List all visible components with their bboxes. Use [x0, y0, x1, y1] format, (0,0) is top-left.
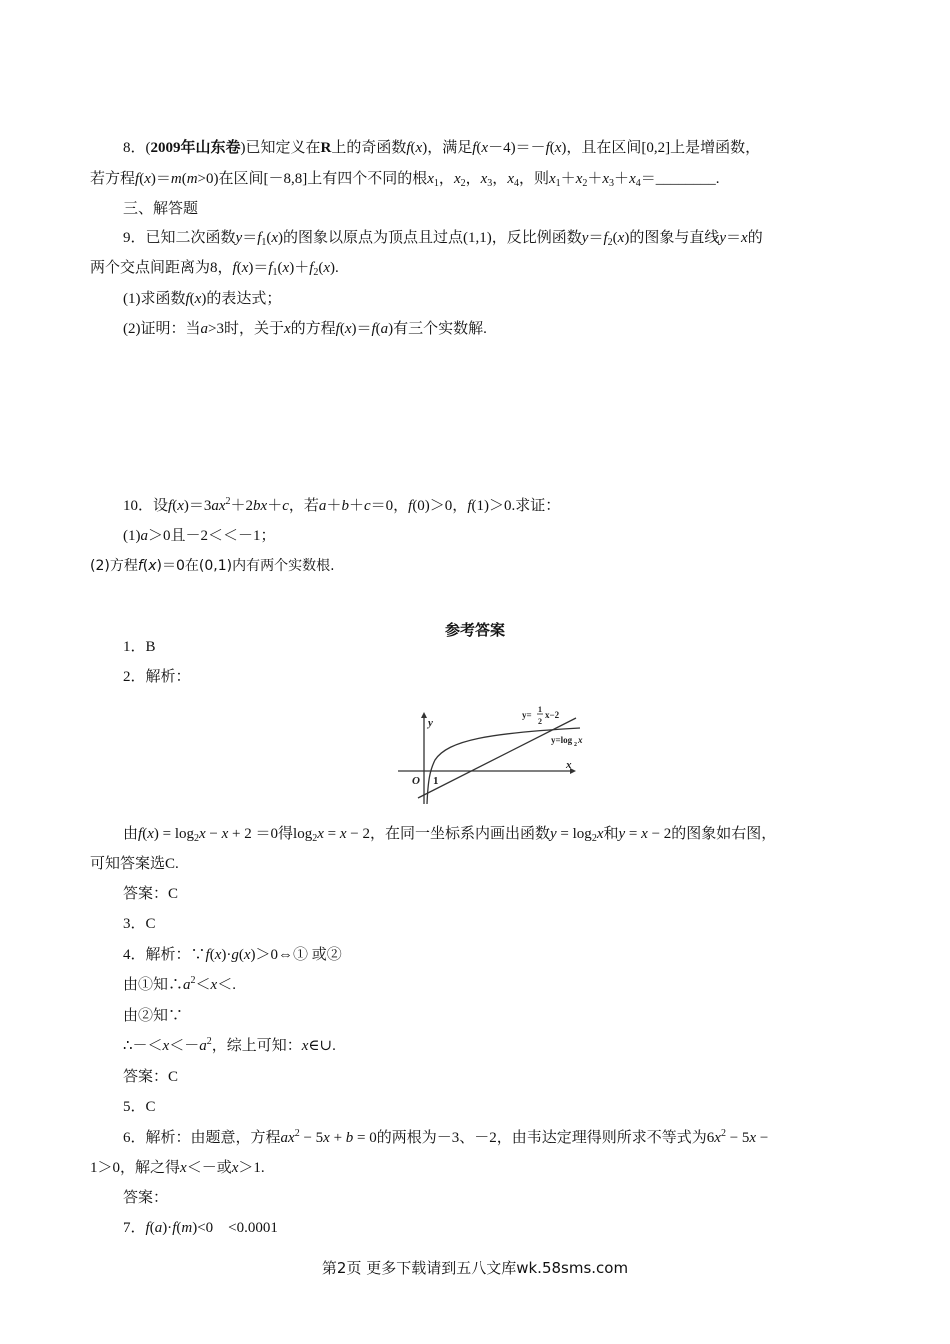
line-label-prefix: y= [522, 710, 532, 720]
answer-2-line2: 可知答案选C. [90, 856, 179, 872]
answer-6-line2: 1＞0，解之得x＜－或x＞1. [90, 1160, 265, 1176]
q8-line2: 若方程f(x)＝m(m>0)在区间[－8,8]上有四个不同的根$x_1$，$x_2$，$x_3$，$x_4$，则$x_1+x_2+x_3+x_4=\_\_\_\_\_\_\_\_$. [90, 171, 720, 189]
answer-4-line2: 由①知$\therefore a^2<x<$. [123, 975, 236, 993]
q10-line1: 10．设$f(x)=3ax^2+2bx+c$，若a＋b＋c＝0，f(0)＞0，f(1)＞0.求证： [123, 496, 561, 514]
answer-2-line1: 由$f(x) = \log_2x - x + 2 =0$得$\log_2x = x - 2$，在同一坐标系内画出函数$y = \log_2x$和y = x − 2的图象如右图， [123, 826, 777, 844]
q10-part1: (1)a＞0且－2＜＜－1； [123, 528, 276, 544]
log-label-x: x [578, 735, 583, 745]
straight-line [418, 718, 576, 798]
q8-line1: 8．(2009年山东卷)已知定义在R上的奇函数f(x)，满足f(x－4)＝－f(x)，且在区间[0,2]上是增函数， [123, 140, 761, 156]
answer-2-result: 答案：C [123, 886, 179, 902]
answer-4-result: 答案：C [123, 1069, 179, 1085]
answer-1: 1．B [123, 639, 156, 655]
label-one: 1 [433, 775, 439, 787]
line-label-num: 1 [538, 705, 542, 714]
answer-5: 5．C [123, 1099, 156, 1115]
line-label-suffix: x−2 [545, 710, 560, 720]
log-label: y=log [551, 735, 573, 745]
q9-part1: (1)求函数f(x)的表达式； [123, 291, 282, 307]
answer-2-heading: 2．解析： [123, 669, 191, 685]
q9-line1: 9．已知二次函数$y=f_1(x)$的图象以原点为顶点且过点(1,1)，反比例函数$y=f_2(x)$的图象与直线y＝x的 [123, 230, 763, 248]
section-heading: 三、解答题 [123, 201, 199, 217]
q9-line2: 两个交点间距离为8，$f(x)=f_1(x)+f_2(x)$. [90, 260, 339, 278]
q9-part2: (2)证明：当a>3时，关于x的方程f(x)＝f(a)有三个实数解. [123, 321, 487, 337]
answer-7: 7．f(a)·f(m)<0 <0.0001 [123, 1220, 278, 1236]
answer-4-line1: 4．解析：∵f(x)·g(x)＞0⇔① 或② [123, 947, 342, 963]
function-graph [390, 700, 610, 810]
answer-3: 3．C [123, 916, 156, 932]
y-axis-arrow [421, 712, 427, 718]
q10-part2: (2)方程f(x)＝0在(0,1)内有两个实数根. [90, 558, 335, 574]
label-y: y [428, 717, 433, 729]
answer-6-result: 答案： [123, 1190, 169, 1206]
answer-6-line1: 6．解析：由题意，方程$ax^2 - 5x + b = 0$的两根为－3、－2，由韦达定理得则所求不等式为$6x^2 - 5x$ − [123, 1128, 769, 1146]
answer-4-line4: $\therefore-<x<-a^2$，综上可知：x∈∪. [123, 1036, 336, 1054]
answers-title: 参考答案 [444, 623, 505, 639]
log-label-sub: 2 [574, 742, 577, 748]
answer-4-line3: 由②知∵ [123, 1008, 184, 1024]
label-origin: O [412, 775, 420, 787]
label-x: x [566, 759, 572, 771]
page-footer: 第2页 更多下载请到五八文库wk.58sms.com [321, 1259, 629, 1277]
line-label-den: 2 [538, 717, 542, 726]
